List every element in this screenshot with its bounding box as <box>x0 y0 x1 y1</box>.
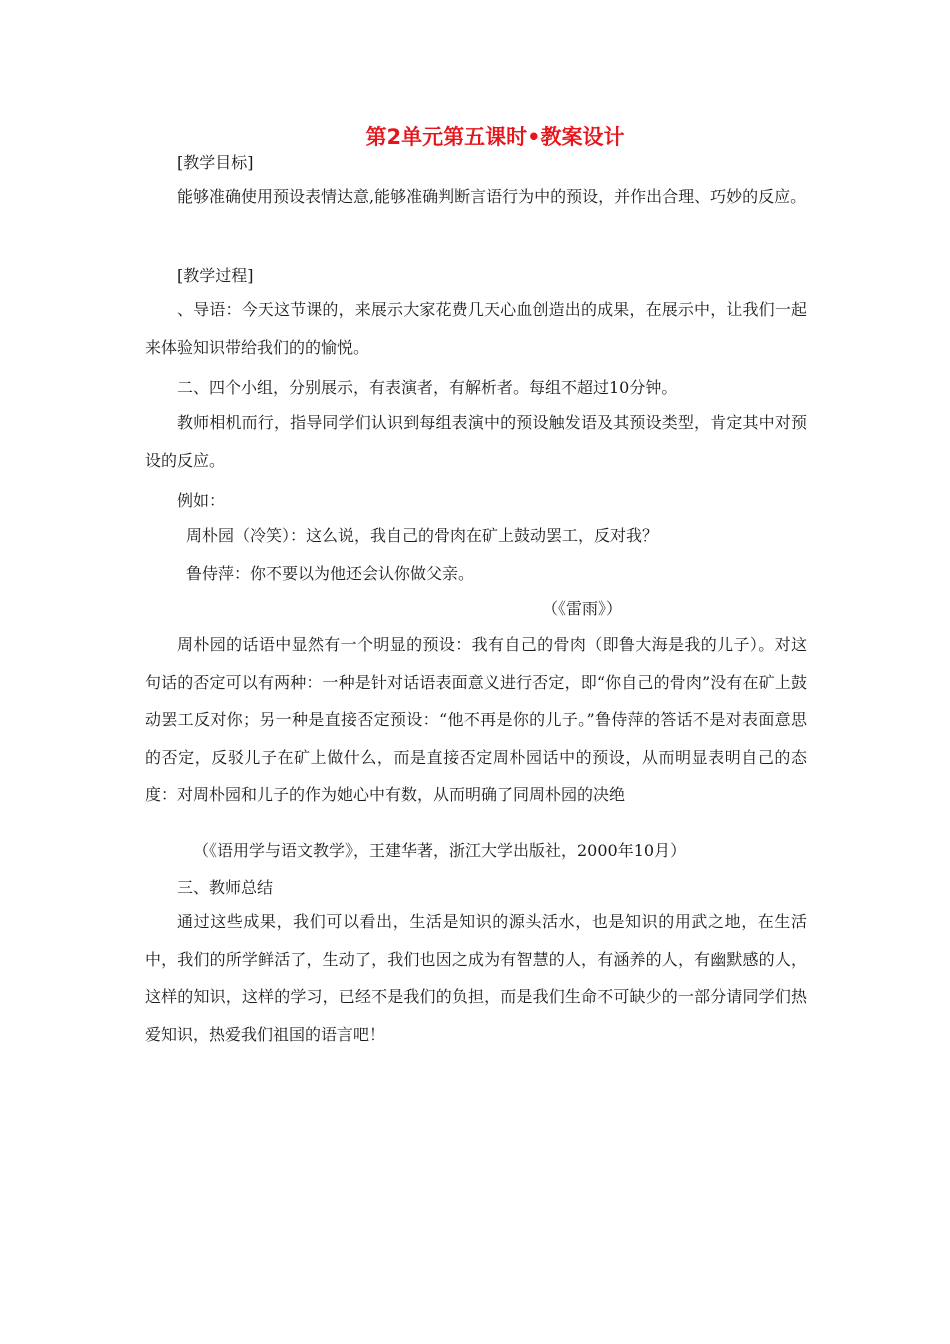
example-label: 例如： <box>177 491 226 510</box>
summary-paragraph: 通过这些成果，我们可以看出，生活是知识的源头活水，也是知识的用武之地，在生活中，我们的所学鲜活了，生动了，我们也因之成为有智慧的人，有涵养的人，有幽默感的人，这样的知识，这样的学习，已经不是我们的负担，而是我们生命不可缺少的一部分请同学们热爱知识，热爱我们祖国的语言吧！ <box>145 912 807 1044</box>
dialog-line-2: 鲁侍萍：你不要以为他还会认你做父亲。 <box>186 564 475 583</box>
dialog-line-1: 周朴园（冷笑）：这么说，我自己的骨肉在矿上鼓动罢工，反对我？ <box>186 526 659 545</box>
step2-paragraph: 二、四个小组，分别展示，有表演者，有解析者。每组不超过10分钟。 <box>177 378 678 397</box>
goal-heading: [教学目标] <box>177 153 254 172</box>
source-citation-2: （《语用学与语文教学》，王建华著，浙江大学出版社，2000年10月） <box>193 841 687 860</box>
goal-paragraph: 能够准确使用预设表情达意,能够准确判断言语行为中的预设，并作出合理、巧妙的反应。 <box>177 187 807 206</box>
intro-paragraph: 、导语：今天这节课的，来展示大家花费几天心血创造出的成果，在展示中，让我们一起来体验知识带给我们的的愉悦。 <box>145 300 807 357</box>
process-heading: [教学过程] <box>177 266 254 285</box>
analysis-paragraph: 周朴园的话语中显然有一个明显的预设：我有自己的骨肉（即鲁大海是我的儿子）。对这句话的否定可以有两种：一种是针对话语表面意义进行否定，即“你自己的骨肉”没有在矿上鼓动罢工反对你；另一种是直接否定预设：“他不再是你的儿子。”鲁侍萍的答话不是对表面意思的否定，反驳儿子在矿上做什么，而是直接否定周朴园话中的预设，从而明显表明自己的态度：对周朴园和儿子的作为她心中有数，从而明确了同周朴园的决绝 <box>145 635 807 804</box>
source-citation-1: （《雷雨》） <box>542 599 623 618</box>
page-title: 第2单元第五课时•教案设计 <box>365 125 625 149</box>
step3-heading: 三、教师总结 <box>177 878 274 897</box>
teacher-paragraph: 教师相机而行，指导同学们认识到每组表演中的预设触发语及其预设类型，肯定其中对预设的反应。 <box>145 413 807 470</box>
